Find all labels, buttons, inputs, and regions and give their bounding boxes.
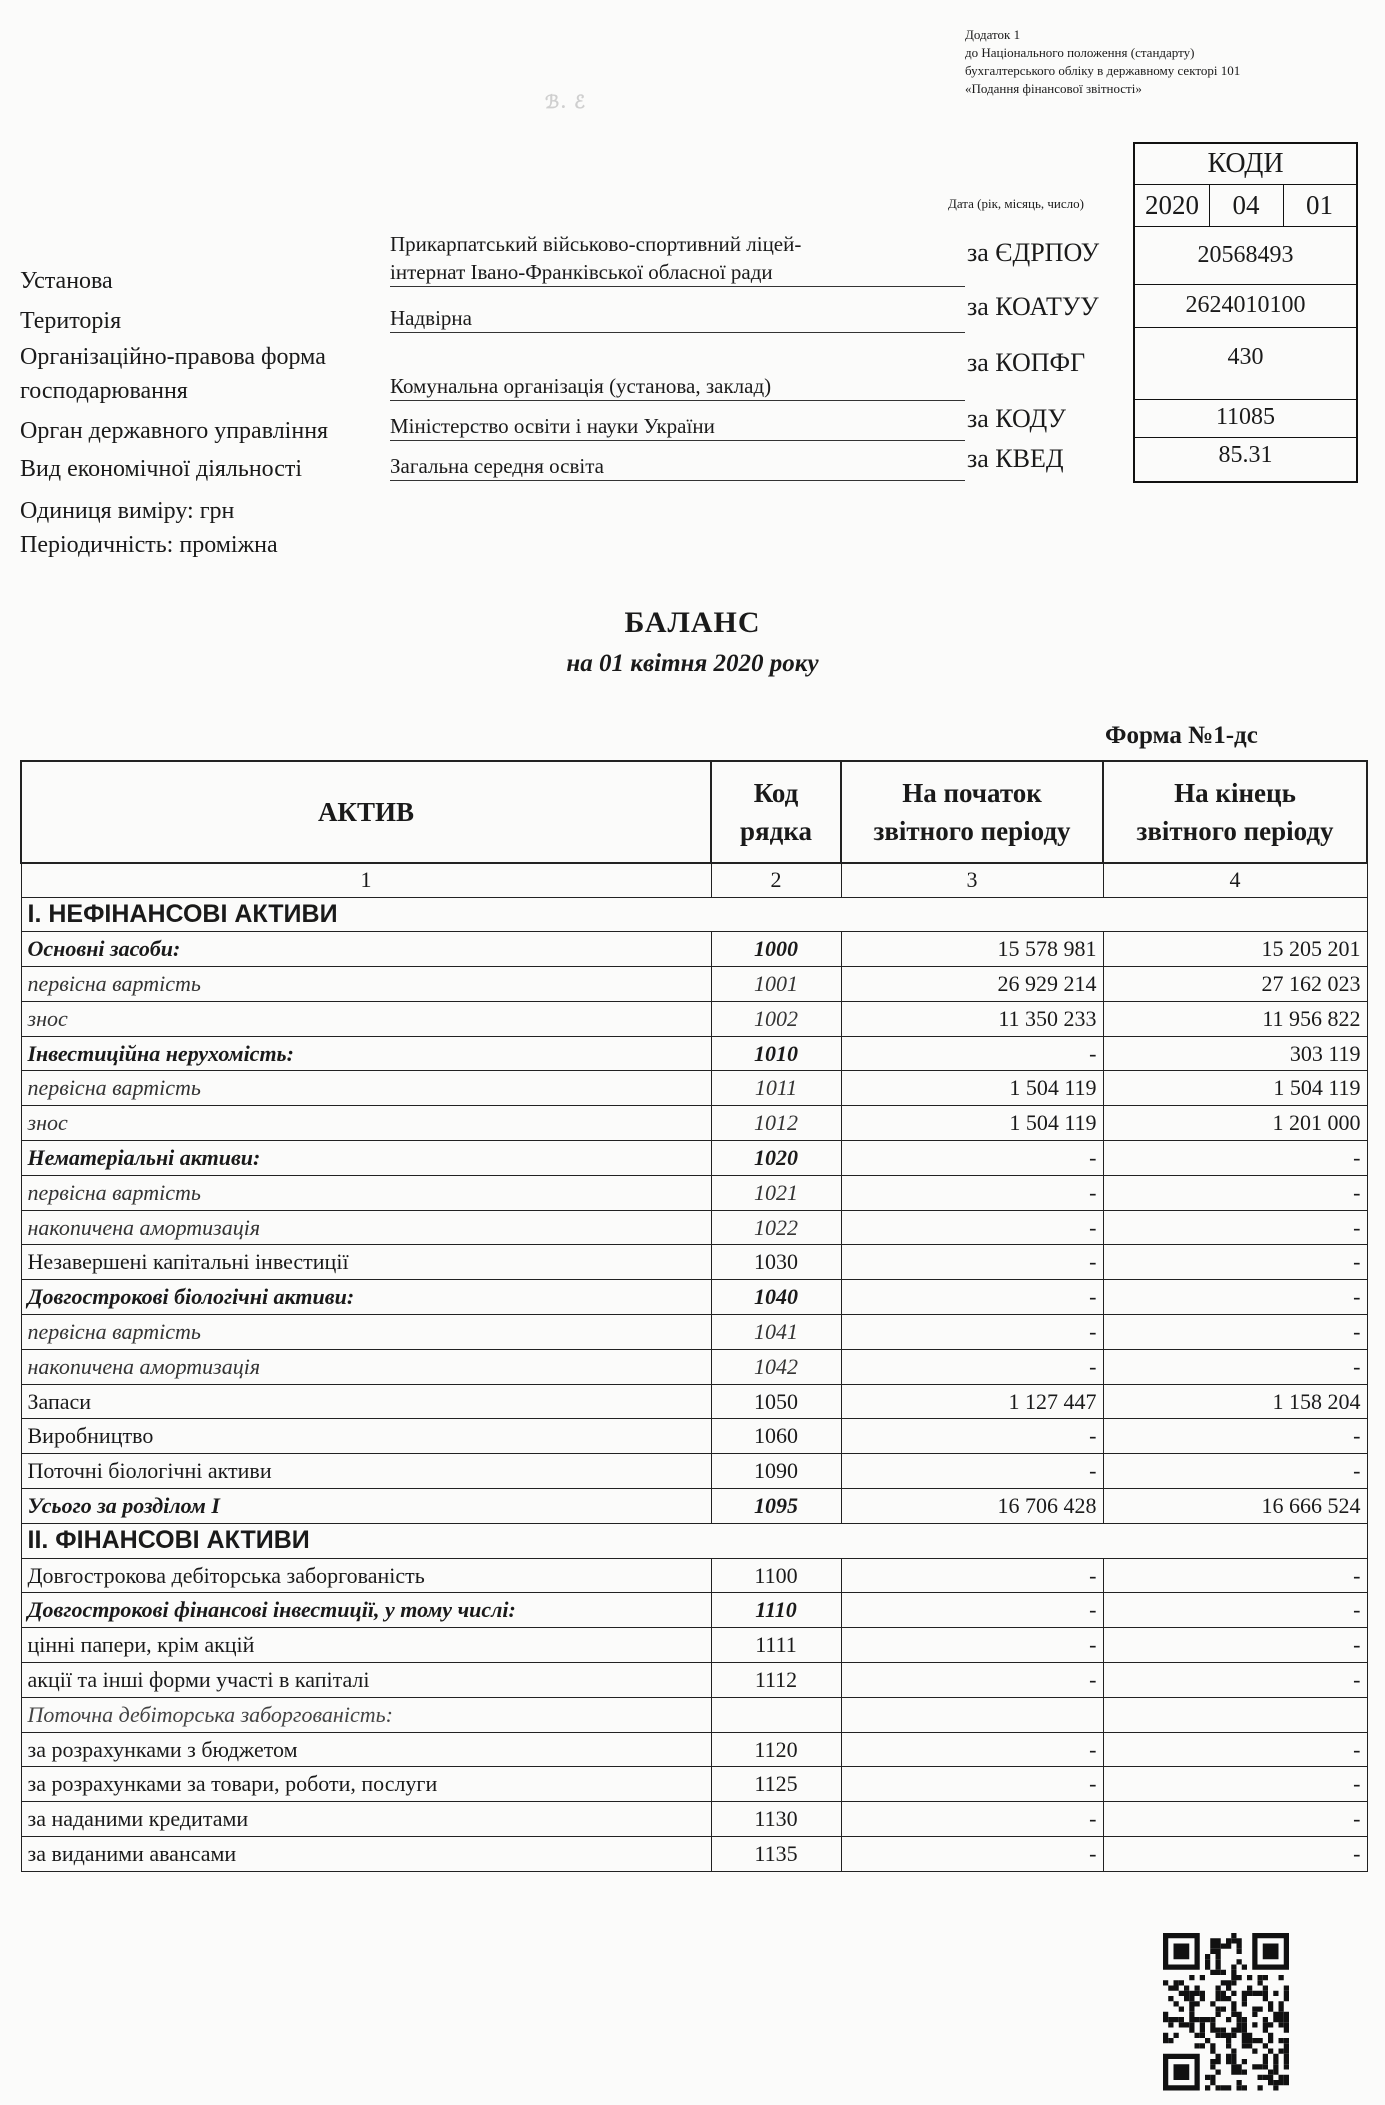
row-end-value: - xyxy=(1103,1349,1367,1384)
table-row xyxy=(21,1663,1367,1698)
row-start-value: - xyxy=(841,1454,1103,1489)
table-row xyxy=(21,1697,1367,1732)
row-code: 1100 xyxy=(711,1558,841,1593)
row-code: 1041 xyxy=(711,1315,841,1350)
institution-label: Установа xyxy=(20,268,113,294)
document-subtitle: на 01 квітня 2020 року xyxy=(566,650,819,677)
row-start-value: 1 504 119 xyxy=(841,1106,1103,1141)
row-code: 1012 xyxy=(711,1106,841,1141)
row-end-value: - xyxy=(1103,1454,1367,1489)
document-title: БАЛАНС xyxy=(624,606,761,639)
row-start-value: - xyxy=(841,1245,1103,1280)
row-end-value: - xyxy=(1103,1419,1367,1454)
row-end-value: - xyxy=(1103,1767,1367,1802)
annex-line: до Національного положення (стандарту) xyxy=(965,45,1195,60)
row-end-value: 16 666 524 xyxy=(1103,1489,1367,1524)
row-name: І. НЕФІНАНСОВІ АКТИВИ xyxy=(21,897,1367,932)
table-header-row xyxy=(21,761,1367,863)
row-end-value: 1 504 119 xyxy=(1103,1071,1367,1106)
row-code: 1130 xyxy=(711,1802,841,1837)
unit-label: Одиниця виміру: грн xyxy=(20,498,235,524)
code-kopfg: 430 xyxy=(1135,327,1356,400)
row-name: знос xyxy=(21,1106,711,1141)
legal-form-label-1: Організаційно-правова форма xyxy=(20,344,326,370)
row-start-value: - xyxy=(841,1732,1103,1767)
row-code: 1120 xyxy=(711,1732,841,1767)
row-end-value: - xyxy=(1103,1175,1367,1210)
header-end-line2: звітного періоду xyxy=(1136,816,1334,846)
table-row xyxy=(21,1315,1367,1350)
row-start-value: - xyxy=(841,1802,1103,1837)
row-code: 1010 xyxy=(711,1036,841,1071)
row-name: накопичена амортизація xyxy=(21,1210,711,1245)
qr-code-icon xyxy=(1163,1933,1289,2093)
row-name: первісна вартість xyxy=(21,1315,711,1350)
annex-note xyxy=(965,26,1365,98)
table-row xyxy=(21,1001,1367,1036)
row-name: Основні засоби: xyxy=(21,932,711,967)
table-row xyxy=(21,1349,1367,1384)
row-end-value: 15 205 201 xyxy=(1103,932,1367,967)
row-start-value: - xyxy=(841,1593,1103,1628)
row-name: Довгострокові біологічні активи: xyxy=(21,1280,711,1315)
row-code: 1125 xyxy=(711,1767,841,1802)
row-name: Довгострокові фінансові інвестиції, у тому числі: xyxy=(21,1593,711,1628)
row-start-value: - xyxy=(841,1419,1103,1454)
row-name: за виданими авансами xyxy=(21,1837,711,1872)
date-day: 01 xyxy=(1306,190,1333,220)
row-name: за наданими кредитами xyxy=(21,1802,711,1837)
row-code: 1002 xyxy=(711,1001,841,1036)
row-start-value: - xyxy=(841,1837,1103,1872)
code-koatuu: 2624010100 xyxy=(1135,284,1356,328)
table-row xyxy=(21,1628,1367,1663)
codes-box xyxy=(1133,142,1358,483)
row-end-value: - xyxy=(1103,1837,1367,1872)
row-code: 1011 xyxy=(711,1071,841,1106)
activity-value: Загальна середня освіта xyxy=(390,452,965,481)
row-code: 1111 xyxy=(711,1628,841,1663)
row-name: Поточні біологічні активи xyxy=(21,1454,711,1489)
row-end-value: - xyxy=(1103,1802,1367,1837)
table-row xyxy=(21,1106,1367,1141)
colnum-3: 3 xyxy=(841,863,1103,897)
row-end-value: 1 201 000 xyxy=(1103,1106,1367,1141)
row-end-value: 303 119 xyxy=(1103,1036,1367,1071)
date-year: 2020 xyxy=(1135,184,1210,226)
row-start-value: - xyxy=(841,1315,1103,1350)
row-code: 1040 xyxy=(711,1280,841,1315)
row-code: 1042 xyxy=(711,1349,841,1384)
table-row xyxy=(21,897,1367,932)
periodicity-label: Періодичність: проміжна xyxy=(20,532,278,558)
row-start-value: 26 929 214 xyxy=(841,967,1103,1002)
table-row xyxy=(21,1071,1367,1106)
kved-label: за КВЕД xyxy=(967,444,1064,473)
row-start-value: 16 706 428 xyxy=(841,1489,1103,1524)
row-end-value: - xyxy=(1103,1628,1367,1663)
row-name: ІІ. ФІНАНСОВІ АКТИВИ xyxy=(21,1523,1367,1558)
row-end-value: 11 956 822 xyxy=(1103,1001,1367,1036)
row-name: Виробництво xyxy=(21,1419,711,1454)
row-code: 1001 xyxy=(711,967,841,1002)
table-row xyxy=(21,1175,1367,1210)
code-kodu: 11085 xyxy=(1135,399,1356,438)
row-start-value: - xyxy=(841,1349,1103,1384)
header-code xyxy=(711,761,841,863)
table-row xyxy=(21,1837,1367,1872)
row-name: Поточна дебіторська заборгованість: xyxy=(21,1697,711,1732)
row-start-value: 1 504 119 xyxy=(841,1071,1103,1106)
codes-title: КОДИ xyxy=(1135,144,1356,185)
kodu-label: за КОДУ xyxy=(967,404,1066,433)
annex-line: «Подання фінансової звітності» xyxy=(965,81,1142,96)
territory-value: Надвірна xyxy=(390,304,965,333)
row-end-value: - xyxy=(1103,1593,1367,1628)
row-start-value: - xyxy=(841,1036,1103,1071)
table-row xyxy=(21,1280,1367,1315)
table-row xyxy=(21,1489,1367,1524)
territory-label: Територія xyxy=(20,308,122,334)
row-name: Інвестиційна нерухомість: xyxy=(21,1036,711,1071)
code-edrpou: 20568493 xyxy=(1135,226,1356,285)
edrpou-label: за ЄДРПОУ xyxy=(967,238,1100,267)
table-row xyxy=(21,1593,1367,1628)
row-name: первісна вартість xyxy=(21,1175,711,1210)
table-row xyxy=(21,932,1367,967)
row-code: 1020 xyxy=(711,1141,841,1176)
row-code: 1112 xyxy=(711,1663,841,1698)
row-name: Усього за розділом І xyxy=(21,1489,711,1524)
code-kved: 85.31 xyxy=(1218,442,1273,468)
row-name: Запаси xyxy=(21,1384,711,1419)
row-name: цінні папери, крім акцій xyxy=(21,1628,711,1663)
header-asset: АКТИВ xyxy=(21,761,711,863)
header-end-line1: На кінець xyxy=(1174,778,1296,808)
row-name: первісна вартість xyxy=(21,1071,711,1106)
row-code: 1000 xyxy=(711,932,841,967)
faded-mark: ℬ. ℰ xyxy=(545,92,588,112)
row-start-value: - xyxy=(841,1628,1103,1663)
row-end-value: 27 162 023 xyxy=(1103,967,1367,1002)
form-number: Форма №1-дс xyxy=(1105,722,1258,749)
table-row xyxy=(21,1558,1367,1593)
table-row xyxy=(21,1454,1367,1489)
legal-form-value: Комунальна організація (установа, заклад) xyxy=(390,372,965,401)
row-start-value: - xyxy=(841,1663,1103,1698)
row-start-value: 1 127 447 xyxy=(841,1384,1103,1419)
row-end-value: - xyxy=(1103,1315,1367,1350)
institution-value-line1: Прикарпатський військово-спортивний ліцей- xyxy=(390,232,802,256)
colnum-2: 2 xyxy=(711,863,841,897)
row-name: первісна вартість xyxy=(21,967,711,1002)
row-name: знос xyxy=(21,1001,711,1036)
row-start-value: - xyxy=(841,1210,1103,1245)
table-row xyxy=(21,1802,1367,1837)
row-code: 1060 xyxy=(711,1419,841,1454)
row-start-value: - xyxy=(841,1767,1103,1802)
row-code: 1090 xyxy=(711,1454,841,1489)
header-end xyxy=(1103,761,1367,863)
row-code: 1022 xyxy=(711,1210,841,1245)
row-end-value: - xyxy=(1103,1663,1367,1698)
row-start-value: 11 350 233 xyxy=(841,1001,1103,1036)
colnum-1: 1 xyxy=(21,863,711,897)
row-name: накопичена амортизація xyxy=(21,1349,711,1384)
date-cells xyxy=(1135,184,1356,227)
row-start-value: - xyxy=(841,1280,1103,1315)
row-code: 1050 xyxy=(711,1384,841,1419)
row-start-value xyxy=(841,1697,1103,1732)
row-code: 1030 xyxy=(711,1245,841,1280)
row-name: за розрахунками з бюджетом xyxy=(21,1732,711,1767)
koatuu-label: за КОАТУУ xyxy=(967,292,1099,321)
table-row xyxy=(21,1732,1367,1767)
activity-label: Вид економічної діяльності xyxy=(20,456,303,482)
row-name: за розрахунками за товари, роботи, послуги xyxy=(21,1767,711,1802)
table-row xyxy=(21,1245,1367,1280)
table-row xyxy=(21,1767,1367,1802)
date-label: Дата (рік, місяць, число) xyxy=(948,196,1084,211)
authority-value: Міністерство освіти і науки України xyxy=(390,412,965,441)
row-end-value: - xyxy=(1103,1558,1367,1593)
header-start-line2: звітного періоду xyxy=(873,816,1071,846)
row-code: 1021 xyxy=(711,1175,841,1210)
row-end-value: - xyxy=(1103,1245,1367,1280)
table-row xyxy=(21,1141,1367,1176)
table-row xyxy=(21,1036,1367,1071)
row-end-value: - xyxy=(1103,1141,1367,1176)
row-end-value: 1 158 204 xyxy=(1103,1384,1367,1419)
row-name: Довгострокова дебіторська заборгованість xyxy=(21,1558,711,1593)
date-month: 04 xyxy=(1209,184,1284,226)
row-name: Нематеріальні активи: xyxy=(21,1141,711,1176)
row-start-value: - xyxy=(841,1175,1103,1210)
header-start xyxy=(841,761,1103,863)
row-code: 1135 xyxy=(711,1837,841,1872)
annex-line: бухгалтерського обліку в державному секторі 101 xyxy=(965,63,1241,78)
row-code: 1095 xyxy=(711,1489,841,1524)
row-start-value: - xyxy=(841,1141,1103,1176)
legal-form-label-2: господарювання xyxy=(20,378,188,404)
row-end-value xyxy=(1103,1697,1367,1732)
row-code: 1110 xyxy=(711,1593,841,1628)
colnum-4: 4 xyxy=(1103,863,1367,897)
table-row xyxy=(21,1419,1367,1454)
balance-table xyxy=(20,760,1368,1872)
row-start-value: 15 578 981 xyxy=(841,932,1103,967)
table-row xyxy=(21,1210,1367,1245)
annex-line: Додаток 1 xyxy=(965,27,1021,42)
row-end-value: - xyxy=(1103,1210,1367,1245)
institution-value-line2: інтернат Івано-Франківської обласної ради xyxy=(390,258,965,287)
row-name: Незавершені капітальні інвестиції xyxy=(21,1245,711,1280)
row-end-value: - xyxy=(1103,1732,1367,1767)
authority-label: Орган державного управління xyxy=(20,418,329,444)
row-name: акції та інші форми участі в капіталі xyxy=(21,1663,711,1698)
row-start-value: - xyxy=(841,1558,1103,1593)
table-row xyxy=(21,1384,1367,1419)
header-start-line1: На початок xyxy=(902,778,1042,808)
column-number-row xyxy=(21,863,1367,897)
row-end-value: - xyxy=(1103,1280,1367,1315)
table-row xyxy=(21,1523,1367,1558)
header-code-line2: рядка xyxy=(740,816,812,846)
kopfg-label: за КОПФГ xyxy=(967,348,1086,377)
table-row xyxy=(21,967,1367,1002)
header-code-line1: Код xyxy=(753,778,799,808)
row-code xyxy=(711,1697,841,1732)
